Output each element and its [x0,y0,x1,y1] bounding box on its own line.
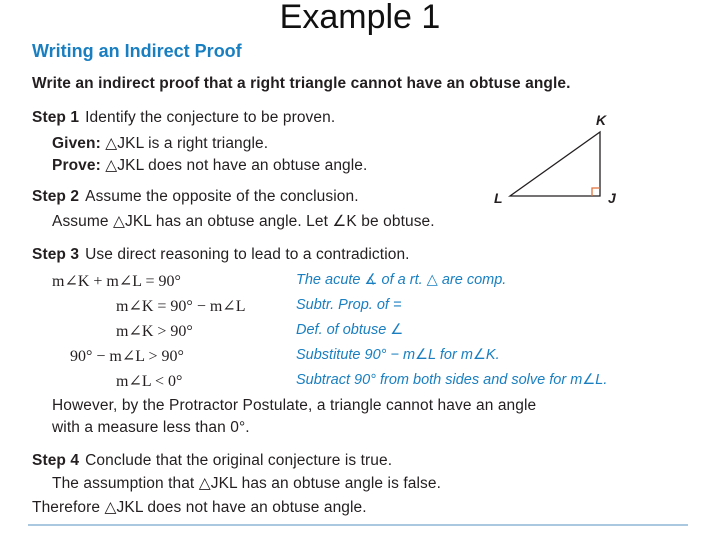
proof-reason-2: Subtr. Prop. of = [296,297,402,313]
intro-text: Write an indirect proof that a right triangle cannot have an obtuse angle. [32,75,571,92]
step2-text: Assume the opposite of the conclusion. [85,188,359,205]
step1-label: Step 1 [32,109,80,126]
given-line [52,134,268,153]
step3-text: Use direct reasoning to lead to a contradiction. [85,246,410,263]
step3-line [32,246,410,264]
proof-reason-1: The acute ∡ of a rt. △ are comp. [296,272,507,288]
triangle-jkl [510,132,600,196]
proof-statement-4: 90° − m∠L > 90° [70,348,184,365]
step2-line [32,188,359,206]
proof-reason-5: Subtract 90° from both sides and solve for m∠L. [296,372,608,388]
however-line-1: However, by the Protractor Postulate, a triangle cannot have an angle [52,397,537,414]
triangle-figure [492,112,622,212]
proof-statement-5: m∠L < 0° [116,373,183,390]
step1-line [32,109,335,127]
section-title: Writing an Indirect Proof [32,41,242,61]
step4-text: Conclude that the original conjecture is true. [85,452,393,469]
prove-label: Prove: [52,157,101,174]
prove-line [52,156,367,175]
vertex-label-l: L [494,190,503,206]
bottom-divider [28,524,688,526]
vertex-label-j: J [608,190,616,206]
step2-label: Step 2 [32,188,80,205]
right-angle-marker [592,188,600,196]
step1-text: Identify the conjecture to be proven. [85,109,336,126]
slide-title: Example 1 [279,0,441,36]
step3-label: Step 3 [32,246,80,263]
conclusion-line-2: Therefore △JKL does not have an obtuse angle. [32,499,367,516]
given-label: Given: [52,135,101,152]
step4-line [32,452,392,470]
prove-text: △JKL does not have an obtuse angle. [105,157,368,174]
proof-statement-3: m∠K > 90° [116,323,193,340]
proof-reason-4: Substitute 90° − m∠L for m∠K. [296,347,500,363]
proof-statement-2: m∠K = 90° − m∠L [116,298,246,315]
step4-label: Step 4 [32,452,80,469]
proof-reason-3: Def. of obtuse ∠ [296,322,404,338]
vertex-label-k: K [596,112,607,128]
assume-line: Assume △JKL has an obtuse angle. Let ∠K be obtuse. [52,213,435,230]
however-line-2: with a measure less than 0°. [52,419,250,436]
conclusion-line-1: The assumption that △JKL has an obtuse angle is false. [52,475,441,492]
proof-statement-1: m∠K + m∠L = 90° [52,273,181,290]
given-text: △JKL is a right triangle. [105,135,269,152]
